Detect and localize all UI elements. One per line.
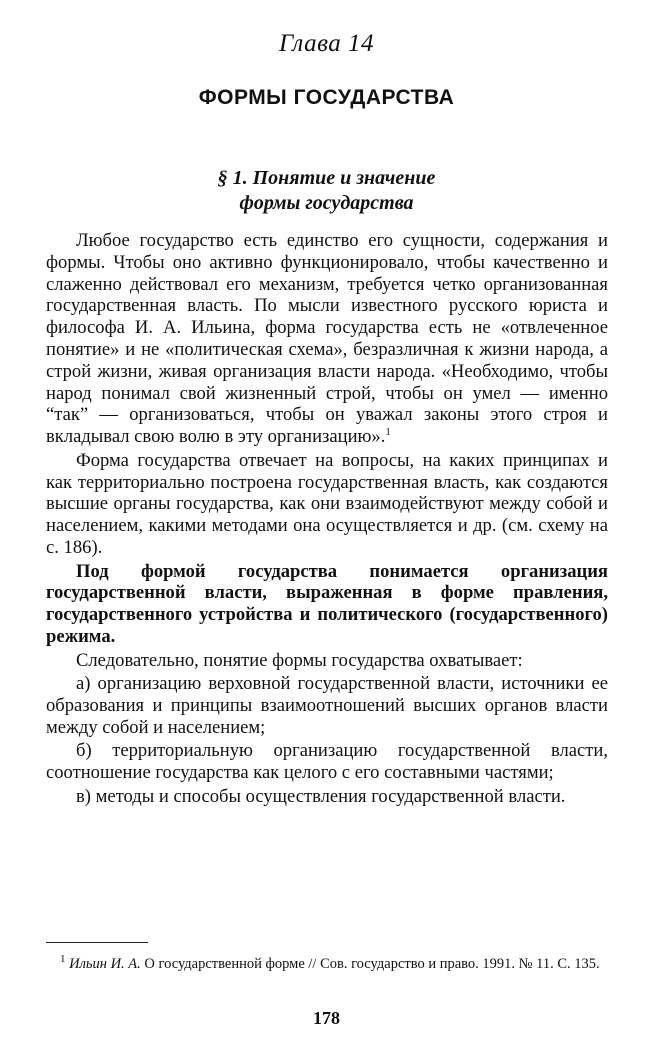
list-item-b: б) территориальную организацию государственной власти, соотношение государства как целого с его составными частями; — [46, 740, 608, 784]
paragraph-1-text: Любое государство есть единство его сущности, содержания и формы. Чтобы оно активно функционировало, чтобы качественно и слаженно действовал его механизм, требуется четко организованная государственная власть. По мысли известного русского юриста и философа И. А. Ильина, форма государства есть не «отвлеченное понятие» и не «политическая схема», безразличная к жизни народа, а строй жизни, живая организация власти народа. «Необходимо, чтобы народ понимал свой жизненный строй, чтобы он умел — именно “так” — организоваться, чтобы он уважал законы этого строя и вкладывал свою волю в эту организацию» — [46, 230, 608, 448]
footnote — [46, 955, 608, 973]
chapter-heading: Глава 14 — [278, 30, 375, 57]
footnote-mark: 1 — [60, 953, 66, 966]
paragraph-1: Любое государство есть единство его сущности, содержания и формы. Чтобы оно активно функционировало, чтобы качественно и слаженно действовал его механизм, требуется четко организованная государственная власть. По мысли известного русского юриста и философа И. А. Ильина, форма государства есть не «отвлеченное понятие» и не «политическая схема», безразличная к жизни народа, а строй жизни, живая организация власти народа. «Необходимо, чтобы народ понимал свой жизненный строй, чтобы он умел — именно “так” — организоваться, чтобы он уважал законы этого строя и вкладывал свою волю в эту организацию».$^1$ — [46, 230, 608, 448]
section-heading — [0, 166, 653, 216]
page-number: 178 — [313, 1008, 340, 1028]
footnote-divider — [46, 942, 148, 943]
paragraph-4: Следовательно, понятие формы государства охватывает: — [76, 649, 523, 671]
list-item-c: в) методы и способы осуществления государственной власти. — [76, 785, 566, 807]
section-heading-line-2: формы государства — [239, 192, 414, 214]
list-item-a: а) организацию верховной государственной власти, источники ее образования и принципы взаимоотношений высших органов власти между собой и населением; — [46, 673, 608, 738]
footnote-text: О государственной форме // Сов. государство и право. 1991. № 11. С. 135. — [144, 956, 600, 972]
footnote-author: Ильин И. А. — [69, 956, 141, 972]
section-heading-line-1: § 1. Понятие и значение — [217, 167, 436, 189]
body-text — [46, 230, 608, 809]
footnote-reference: 1 — [385, 425, 391, 438]
definition-paragraph: Под формой государства понимается организация государственной власти, выраженная в форме правления, государственного устройства и политического (государственного) режима. — [46, 560, 608, 647]
chapter-title: ФОРМЫ ГОСУДАРСТВА — [198, 86, 455, 109]
paragraph-2: Форма государства отвечает на вопросы, на каких принципах и как территориально построена государственная власть, как создаются высшие органы государства, как они взаимодействуют между собой и населением, какими методами она осуществляется и др. (см. схему на с. 186). — [46, 449, 608, 558]
